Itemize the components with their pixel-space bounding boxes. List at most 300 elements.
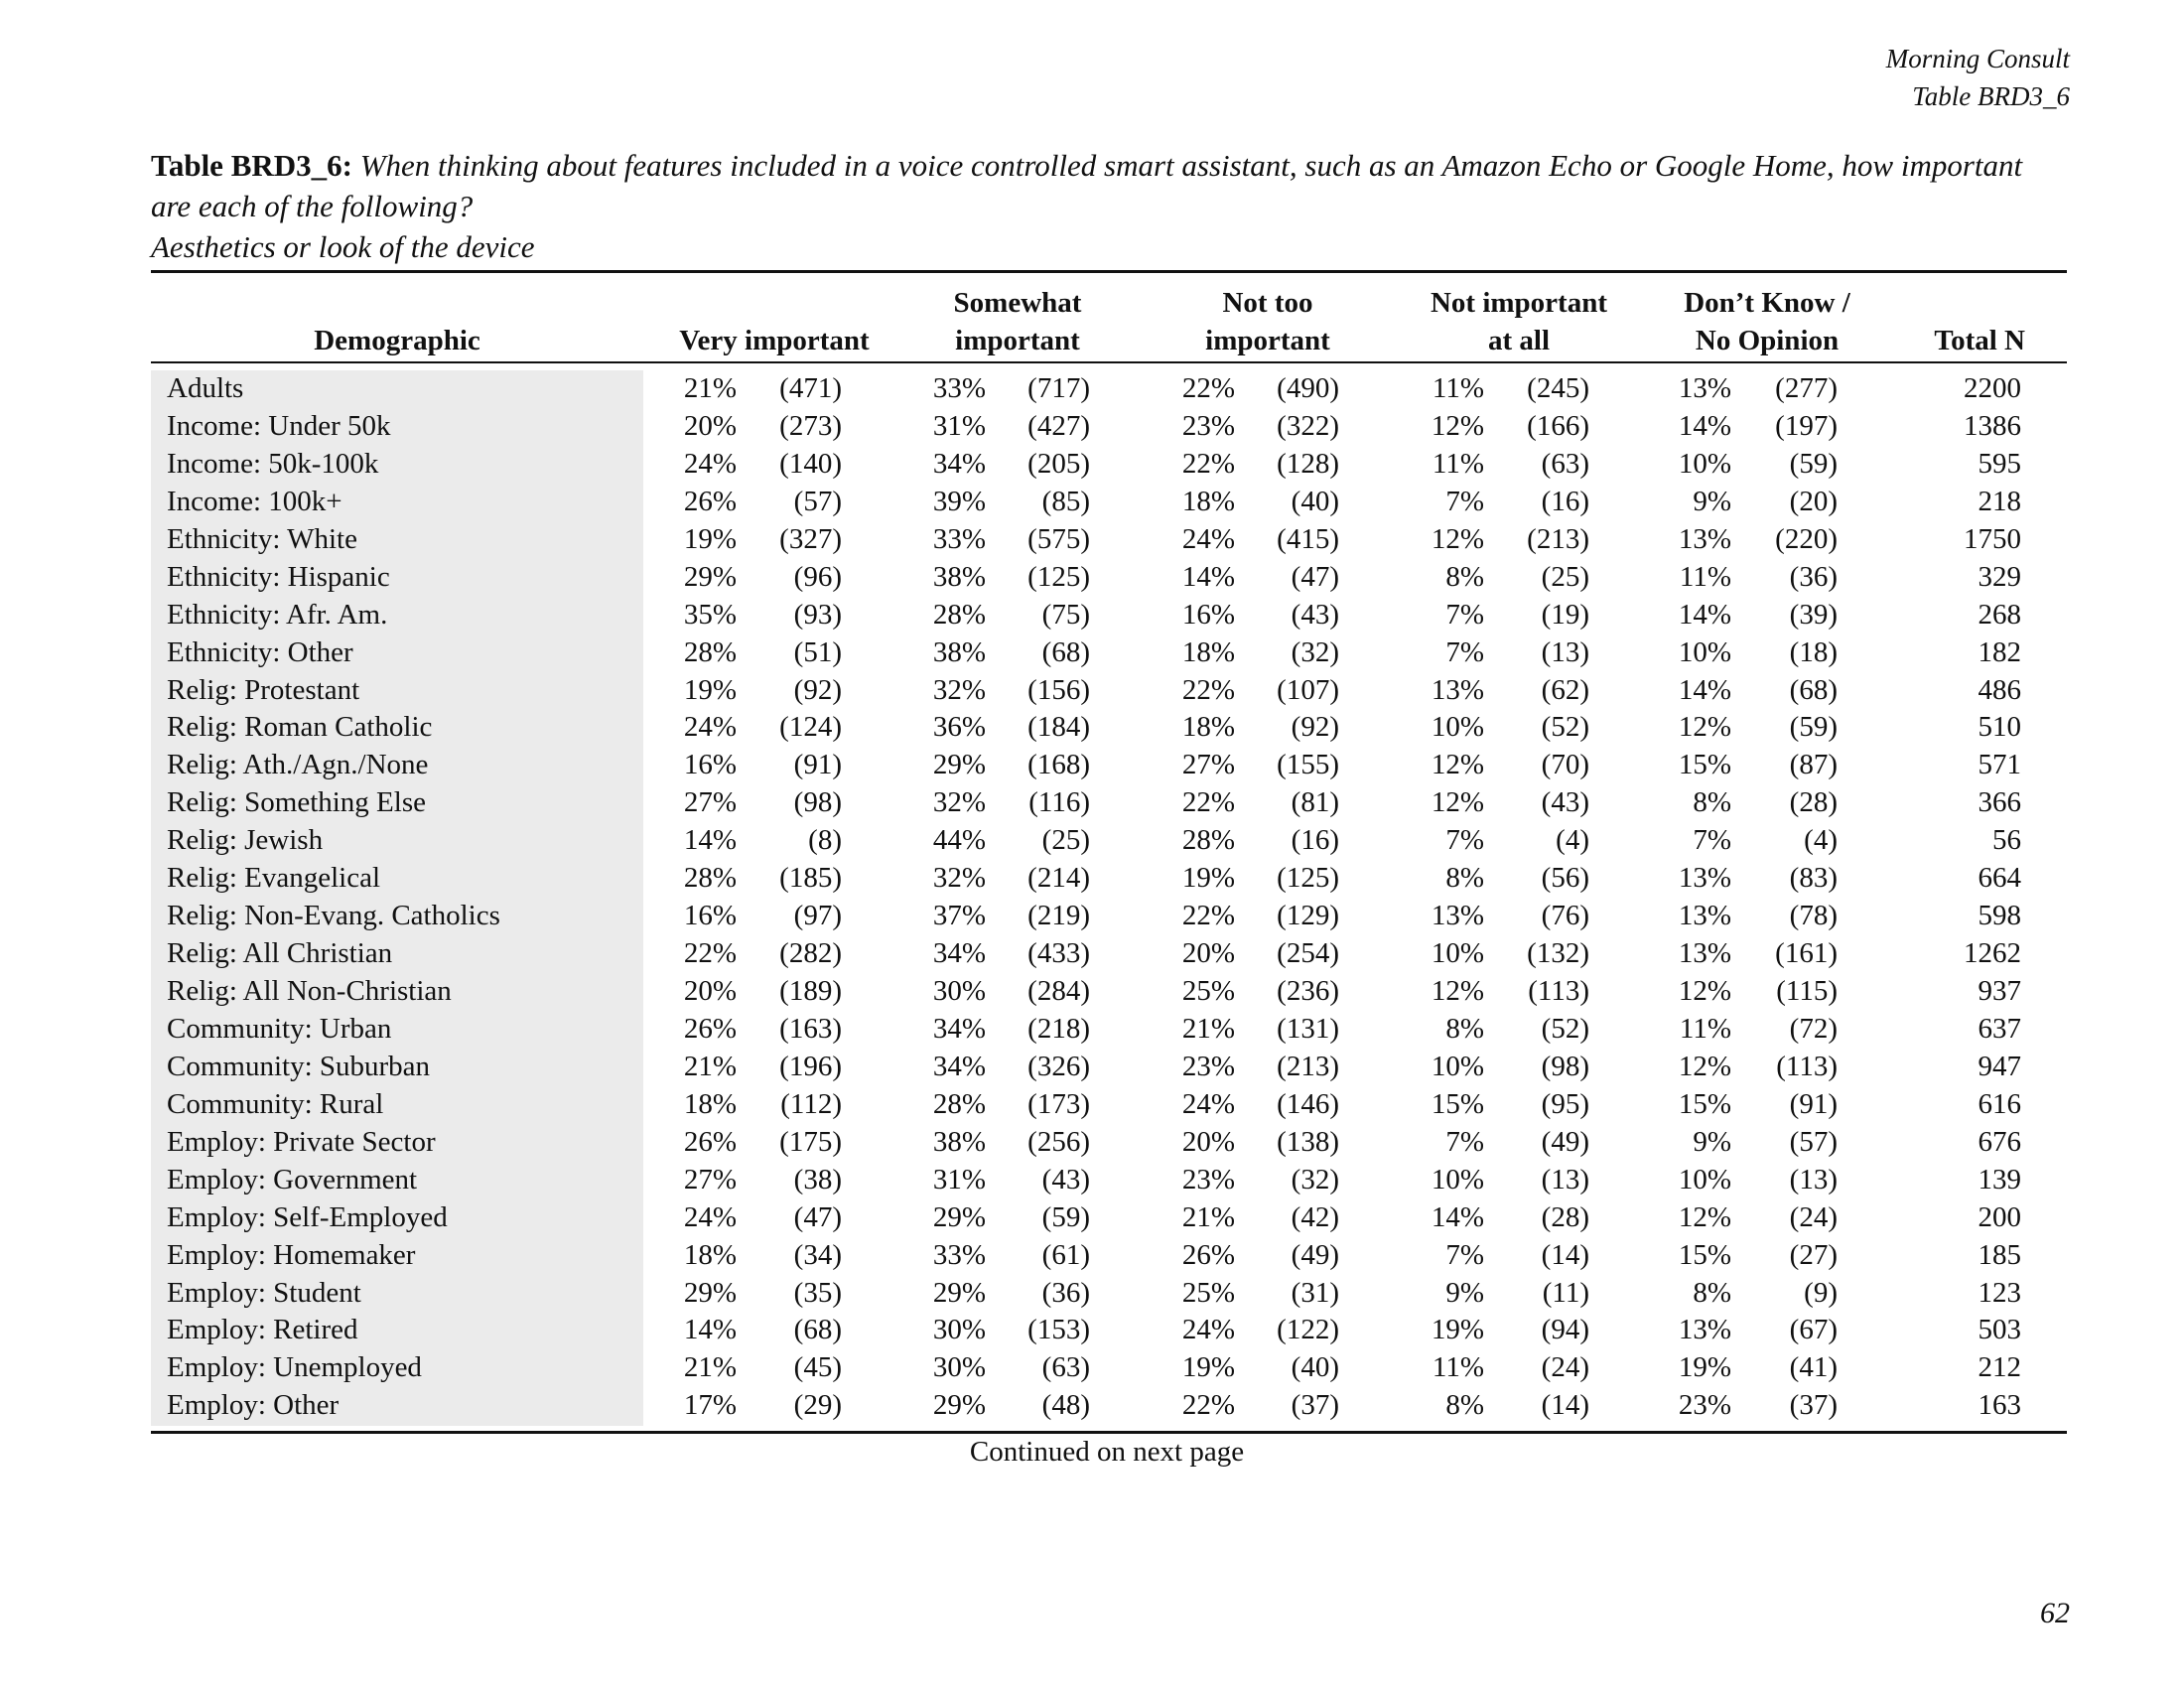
table-label: Table BRD3_6:: [151, 148, 352, 183]
somewhat-important-percent: 32%: [932, 673, 986, 706]
not-important-at-all-percent: 10%: [1431, 1163, 1484, 1196]
not-too-important-count: (146): [1277, 1087, 1339, 1120]
dont-know-count: (91): [1789, 1087, 1838, 1120]
not-too-important-percent: 28%: [1181, 824, 1235, 857]
not-important-at-all-percent: 12%: [1431, 409, 1484, 442]
not-too-important-percent: 25%: [1181, 975, 1235, 1007]
very-important-percent: 24%: [683, 711, 737, 744]
demographic-label: Ethnicity: Other: [167, 635, 353, 668]
total-n: 1386: [1964, 409, 2021, 442]
not-important-at-all-count: (213): [1527, 522, 1589, 555]
very-important-percent: 24%: [683, 447, 737, 480]
total-n: 676: [1978, 1125, 2021, 1158]
not-important-at-all-percent: 8%: [1445, 1389, 1484, 1422]
demographic-label: Income: 50k-100k: [167, 447, 379, 480]
not-important-at-all-count: (28): [1541, 1200, 1589, 1233]
very-important-percent: 19%: [683, 673, 737, 706]
somewhat-important-count: (256): [1027, 1125, 1090, 1158]
demographic-label: Employ: Government: [167, 1163, 418, 1196]
dont-know-percent: 13%: [1678, 862, 1731, 895]
table-row: [0, 747, 2184, 784]
demographic-label: Relig: Ath./Agn./None: [167, 749, 429, 781]
dont-know-percent: 14%: [1678, 598, 1731, 631]
very-important-count: (471): [779, 372, 842, 404]
very-important-percent: 26%: [683, 485, 737, 517]
demographic-label: Community: Suburban: [167, 1050, 431, 1082]
total-n: 366: [1978, 786, 2021, 819]
very-important-count: (92): [793, 673, 842, 706]
total-n: 616: [1978, 1087, 2021, 1120]
somewhat-important-percent: 33%: [932, 522, 986, 555]
not-important-at-all-percent: 8%: [1445, 1012, 1484, 1045]
total-n: 571: [1978, 749, 2021, 781]
somewhat-important-count: (43): [1041, 1163, 1090, 1196]
very-important-count: (196): [779, 1050, 842, 1082]
table-row: [0, 1049, 2184, 1086]
not-too-important-percent: 24%: [1181, 1314, 1235, 1346]
not-important-at-all-percent: 9%: [1445, 1276, 1484, 1309]
dont-know-percent: 9%: [1693, 1125, 1731, 1158]
not-important-at-all-count: (166): [1527, 409, 1589, 442]
very-important-percent: 26%: [683, 1012, 737, 1045]
not-too-important-count: (155): [1277, 749, 1339, 781]
somewhat-important-percent: 33%: [932, 1238, 986, 1271]
not-too-important-count: (254): [1277, 937, 1339, 970]
not-important-at-all-percent: 12%: [1431, 749, 1484, 781]
demographic-label: Employ: Student: [167, 1276, 361, 1309]
very-important-percent: 21%: [683, 1351, 737, 1384]
somewhat-important-percent: 34%: [932, 1050, 986, 1082]
dont-know-percent: 13%: [1678, 900, 1731, 932]
dont-know-percent: 10%: [1678, 1163, 1731, 1196]
not-important-at-all-count: (245): [1527, 372, 1589, 404]
very-important-count: (273): [779, 409, 842, 442]
very-important-count: (98): [793, 786, 842, 819]
somewhat-important-percent: 39%: [932, 485, 986, 517]
table-row: [0, 784, 2184, 822]
somewhat-important-percent: 37%: [932, 900, 986, 932]
dont-know-count: (220): [1775, 522, 1838, 555]
table-row: [0, 860, 2184, 898]
dont-know-count: (41): [1789, 1351, 1838, 1384]
dont-know-count: (9): [1804, 1276, 1838, 1309]
dont-know-count: (83): [1789, 862, 1838, 895]
not-too-important-count: (81): [1291, 786, 1339, 819]
not-important-at-all-count: (19): [1541, 598, 1589, 631]
very-important-percent: 16%: [683, 900, 737, 932]
somewhat-important-percent: 31%: [932, 1163, 986, 1196]
demographic-label: Relig: Evangelical: [167, 862, 381, 895]
total-n: 212: [1978, 1351, 2021, 1384]
very-important-count: (68): [793, 1314, 842, 1346]
not-important-at-all-percent: 15%: [1431, 1087, 1484, 1120]
total-n: 329: [1978, 560, 2021, 593]
not-important-at-all-percent: 7%: [1445, 485, 1484, 517]
not-important-at-all-count: (13): [1541, 1163, 1589, 1196]
total-n: 218: [1978, 485, 2021, 517]
table-top-rule: [151, 270, 2067, 273]
somewhat-important-percent: 29%: [932, 1389, 986, 1422]
total-n: 268: [1978, 598, 2021, 631]
total-n: 2200: [1964, 372, 2021, 404]
table-row: [0, 1349, 2184, 1387]
total-n: 56: [1992, 824, 2021, 857]
not-important-at-all-percent: 11%: [1432, 447, 1484, 480]
very-important-count: (96): [793, 560, 842, 593]
dont-know-count: (161): [1775, 937, 1838, 970]
table-row: [0, 709, 2184, 747]
dont-know-percent: 11%: [1679, 560, 1731, 593]
somewhat-important-percent: 29%: [932, 1200, 986, 1233]
table-question: When thinking about features included in a voice controlled smart assistant, such as an Amazon Echo or Google Home, how important are each of the following?: [151, 148, 2023, 223]
dont-know-count: (20): [1789, 485, 1838, 517]
somewhat-important-count: (214): [1027, 862, 1090, 895]
not-too-important-percent: 21%: [1181, 1200, 1235, 1233]
table-row: [0, 1199, 2184, 1237]
not-important-at-all-percent: 8%: [1445, 560, 1484, 593]
very-important-count: (38): [793, 1163, 842, 1196]
demographic-label: Employ: Retired: [167, 1314, 358, 1346]
somewhat-important-count: (61): [1041, 1238, 1090, 1271]
not-important-at-all-count: (63): [1541, 447, 1589, 480]
not-too-important-percent: 22%: [1181, 786, 1235, 819]
not-too-important-count: (40): [1291, 485, 1339, 517]
table-row: [0, 1312, 2184, 1349]
demographic-label: Relig: Roman Catholic: [167, 711, 433, 744]
very-important-percent: 20%: [683, 975, 737, 1007]
column-header-dont-know: Don’t Know / No Opinion: [1684, 287, 1850, 356]
not-too-important-percent: 19%: [1181, 1351, 1235, 1384]
dont-know-percent: 10%: [1678, 635, 1731, 668]
somewhat-important-percent: 32%: [932, 862, 986, 895]
not-too-important-percent: 18%: [1181, 635, 1235, 668]
not-important-at-all-percent: 10%: [1431, 711, 1484, 744]
somewhat-important-count: (717): [1027, 372, 1090, 404]
table-title: [151, 145, 2067, 267]
demographic-label: Relig: All Christian: [167, 937, 393, 970]
not-too-important-count: (490): [1277, 372, 1339, 404]
demographic-label: Relig: Something Else: [167, 786, 426, 819]
table-row: [0, 370, 2184, 408]
somewhat-important-count: (153): [1027, 1314, 1090, 1346]
somewhat-important-percent: 38%: [932, 560, 986, 593]
column-header-not-important-at-all: Not important at all: [1430, 287, 1607, 356]
very-important-percent: 29%: [683, 560, 737, 593]
not-too-important-percent: 22%: [1181, 447, 1235, 480]
dont-know-percent: 14%: [1678, 673, 1731, 706]
somewhat-important-percent: 32%: [932, 786, 986, 819]
total-n: 185: [1978, 1238, 2021, 1271]
not-too-important-count: (31): [1291, 1276, 1339, 1309]
demographic-label: Ethnicity: Hispanic: [167, 560, 390, 593]
demographic-label: Income: Under 50k: [167, 409, 391, 442]
dont-know-count: (197): [1775, 409, 1838, 442]
very-important-count: (163): [779, 1012, 842, 1045]
total-n: 664: [1978, 862, 2021, 895]
not-too-important-percent: 20%: [1181, 1125, 1235, 1158]
not-important-at-all-percent: 7%: [1445, 1125, 1484, 1158]
demographic-label: Income: 100k+: [167, 485, 342, 517]
not-important-at-all-count: (4): [1556, 824, 1589, 857]
somewhat-important-percent: 34%: [932, 937, 986, 970]
dont-know-percent: 13%: [1678, 1314, 1731, 1346]
not-too-important-count: (40): [1291, 1351, 1339, 1384]
table-row: [0, 597, 2184, 634]
column-header-not-too-important: Not too important: [1205, 287, 1330, 356]
not-too-important-count: (42): [1291, 1200, 1339, 1233]
total-n: 598: [1978, 900, 2021, 932]
not-important-at-all-count: (14): [1541, 1389, 1589, 1422]
dont-know-percent: 14%: [1678, 409, 1731, 442]
dont-know-count: (39): [1789, 598, 1838, 631]
somewhat-important-count: (219): [1027, 900, 1090, 932]
somewhat-important-percent: 29%: [932, 1276, 986, 1309]
not-important-at-all-percent: 11%: [1432, 372, 1484, 404]
not-too-important-percent: 24%: [1181, 1087, 1235, 1120]
not-too-important-count: (16): [1291, 824, 1339, 857]
demographic-label: Employ: Homemaker: [167, 1238, 416, 1271]
somewhat-important-percent: 28%: [932, 598, 986, 631]
table-body: [0, 370, 2184, 1425]
dont-know-count: (115): [1776, 975, 1838, 1007]
dont-know-percent: 7%: [1693, 824, 1731, 857]
very-important-count: (189): [779, 975, 842, 1007]
publisher-name: Morning Consult: [1885, 44, 2070, 73]
not-important-at-all-count: (94): [1541, 1314, 1589, 1346]
very-important-percent: 19%: [683, 522, 737, 555]
demographic-label: Community: Urban: [167, 1012, 392, 1045]
very-important-percent: 35%: [683, 598, 737, 631]
somewhat-important-count: (205): [1027, 447, 1090, 480]
very-important-count: (112): [780, 1087, 842, 1120]
very-important-percent: 26%: [683, 1125, 737, 1158]
not-too-important-count: (129): [1277, 900, 1339, 932]
table-row: [0, 1275, 2184, 1313]
not-important-at-all-percent: 14%: [1431, 1200, 1484, 1233]
somewhat-important-count: (48): [1041, 1389, 1090, 1422]
dont-know-count: (4): [1804, 824, 1838, 857]
table-row: [0, 1086, 2184, 1124]
demographic-label: Employ: Self-Employed: [167, 1200, 448, 1233]
somewhat-important-percent: 30%: [932, 1351, 986, 1384]
somewhat-important-count: (184): [1027, 711, 1090, 744]
dont-know-count: (37): [1789, 1389, 1838, 1422]
total-n: 123: [1978, 1276, 2021, 1309]
not-too-important-percent: 21%: [1181, 1012, 1235, 1045]
not-too-important-count: (128): [1277, 447, 1339, 480]
very-important-percent: 24%: [683, 1200, 737, 1233]
somewhat-important-count: (68): [1041, 635, 1090, 668]
column-header-somewhat-important: Somewhat important: [953, 287, 1082, 356]
not-important-at-all-count: (76): [1541, 900, 1589, 932]
table-row: [0, 446, 2184, 484]
demographic-label: Community: Rural: [167, 1087, 384, 1120]
very-important-count: (124): [779, 711, 842, 744]
very-important-percent: 27%: [683, 786, 737, 819]
not-important-at-all-percent: 12%: [1431, 786, 1484, 819]
not-important-at-all-count: (13): [1541, 635, 1589, 668]
not-too-important-count: (138): [1277, 1125, 1339, 1158]
demographic-label: Employ: Unemployed: [167, 1351, 422, 1384]
not-too-important-percent: 24%: [1181, 522, 1235, 555]
not-too-important-count: (322): [1277, 409, 1339, 442]
not-important-at-all-count: (56): [1541, 862, 1589, 895]
not-too-important-count: (32): [1291, 635, 1339, 668]
somewhat-important-count: (218): [1027, 1012, 1090, 1045]
total-n: 947: [1978, 1050, 2021, 1082]
demographic-label: Relig: Protestant: [167, 673, 360, 706]
table-row: [0, 935, 2184, 973]
dont-know-percent: 8%: [1693, 1276, 1731, 1309]
very-important-count: (140): [779, 447, 842, 480]
not-important-at-all-count: (98): [1541, 1050, 1589, 1082]
very-important-percent: 18%: [683, 1087, 737, 1120]
not-important-at-all-count: (70): [1541, 749, 1589, 781]
dont-know-percent: 15%: [1678, 1087, 1731, 1120]
not-too-important-percent: 23%: [1181, 1163, 1235, 1196]
dont-know-count: (59): [1789, 447, 1838, 480]
not-important-at-all-percent: 7%: [1445, 824, 1484, 857]
dont-know-count: (68): [1789, 673, 1838, 706]
dont-know-percent: 15%: [1678, 1238, 1731, 1271]
not-important-at-all-count: (14): [1541, 1238, 1589, 1271]
table-row: [0, 1237, 2184, 1275]
dont-know-percent: 9%: [1693, 485, 1731, 517]
not-too-important-percent: 26%: [1181, 1238, 1235, 1271]
table-row: [0, 672, 2184, 710]
not-important-at-all-count: (52): [1541, 1012, 1589, 1045]
not-too-important-count: (47): [1291, 560, 1339, 593]
not-too-important-percent: 22%: [1181, 900, 1235, 932]
dont-know-count: (27): [1789, 1238, 1838, 1271]
dont-know-count: (24): [1789, 1200, 1838, 1233]
total-n: 486: [1978, 673, 2021, 706]
dont-know-count: (36): [1789, 560, 1838, 593]
somewhat-important-count: (116): [1028, 786, 1090, 819]
very-important-count: (97): [793, 900, 842, 932]
not-important-at-all-count: (62): [1541, 673, 1589, 706]
somewhat-important-count: (284): [1027, 975, 1090, 1007]
somewhat-important-percent: 31%: [932, 409, 986, 442]
somewhat-important-count: (125): [1027, 560, 1090, 593]
not-too-important-percent: 22%: [1181, 372, 1235, 404]
demographic-label: Relig: Jewish: [167, 824, 324, 857]
table-row: [0, 634, 2184, 672]
demographic-label: Employ: Private Sector: [167, 1125, 436, 1158]
dont-know-count: (277): [1775, 372, 1838, 404]
very-important-percent: 14%: [683, 824, 737, 857]
very-important-percent: 18%: [683, 1238, 737, 1271]
very-important-count: (34): [793, 1238, 842, 1271]
somewhat-important-count: (427): [1027, 409, 1090, 442]
table-row: [0, 898, 2184, 935]
table-row: [0, 973, 2184, 1011]
not-important-at-all-percent: 7%: [1445, 1238, 1484, 1271]
very-important-percent: 20%: [683, 409, 737, 442]
column-header-demographic: Demographic: [314, 325, 480, 356]
not-too-important-count: (131): [1277, 1012, 1339, 1045]
not-important-at-all-percent: 12%: [1431, 975, 1484, 1007]
not-too-important-count: (415): [1277, 522, 1339, 555]
total-n: 1262: [1964, 937, 2021, 970]
table-row: [0, 408, 2184, 446]
not-important-at-all-count: (132): [1527, 937, 1589, 970]
dont-know-count: (59): [1789, 711, 1838, 744]
somewhat-important-percent: 34%: [932, 1012, 986, 1045]
somewhat-important-count: (575): [1027, 522, 1090, 555]
not-too-important-percent: 16%: [1181, 598, 1235, 631]
not-too-important-percent: 18%: [1181, 485, 1235, 517]
demographic-label: Relig: All Non-Christian: [167, 975, 452, 1007]
not-too-important-count: (37): [1291, 1389, 1339, 1422]
dont-know-percent: 12%: [1678, 975, 1731, 1007]
somewhat-important-count: (63): [1041, 1351, 1090, 1384]
not-too-important-percent: 18%: [1181, 711, 1235, 744]
not-too-important-count: (213): [1277, 1050, 1339, 1082]
somewhat-important-percent: 33%: [932, 372, 986, 404]
somewhat-important-count: (326): [1027, 1050, 1090, 1082]
dont-know-count: (78): [1789, 900, 1838, 932]
table-subtitle: Aesthetics or look of the device: [151, 229, 535, 264]
not-too-important-count: (122): [1277, 1314, 1339, 1346]
very-important-count: (51): [793, 635, 842, 668]
running-header: [1886, 40, 2070, 115]
dont-know-percent: 23%: [1678, 1389, 1731, 1422]
dont-know-percent: 10%: [1678, 447, 1731, 480]
somewhat-important-count: (25): [1041, 824, 1090, 857]
dont-know-count: (67): [1789, 1314, 1838, 1346]
total-n: 503: [1978, 1314, 2021, 1346]
not-important-at-all-percent: 12%: [1431, 522, 1484, 555]
demographic-label: Ethnicity: Afr. Am.: [167, 598, 388, 631]
very-important-count: (29): [793, 1389, 842, 1422]
not-too-important-percent: 22%: [1181, 673, 1235, 706]
not-too-important-count: (92): [1291, 711, 1339, 744]
somewhat-important-percent: 38%: [932, 1125, 986, 1158]
dont-know-count: (113): [1776, 1050, 1838, 1082]
somewhat-important-count: (85): [1041, 485, 1090, 517]
column-header-total-n: Total N: [1934, 325, 2025, 356]
total-n: 595: [1978, 447, 2021, 480]
somewhat-important-count: (173): [1027, 1087, 1090, 1120]
total-n: 937: [1978, 975, 2021, 1007]
dont-know-count: (18): [1789, 635, 1838, 668]
table-row: [0, 1124, 2184, 1162]
not-too-important-count: (32): [1291, 1163, 1339, 1196]
not-too-important-count: (49): [1291, 1238, 1339, 1271]
somewhat-important-percent: 29%: [932, 749, 986, 781]
not-important-at-all-count: (52): [1541, 711, 1589, 744]
not-important-at-all-count: (113): [1528, 975, 1589, 1007]
demographic-label: Employ: Other: [167, 1389, 340, 1422]
dont-know-count: (28): [1789, 786, 1838, 819]
not-too-important-count: (236): [1277, 975, 1339, 1007]
very-important-percent: 14%: [683, 1314, 737, 1346]
very-important-percent: 21%: [683, 1050, 737, 1082]
not-important-at-all-count: (95): [1541, 1087, 1589, 1120]
not-important-at-all-percent: 7%: [1445, 635, 1484, 668]
not-too-important-percent: 25%: [1181, 1276, 1235, 1309]
not-important-at-all-percent: 7%: [1445, 598, 1484, 631]
table-row: [0, 484, 2184, 521]
not-too-important-count: (107): [1277, 673, 1339, 706]
very-important-percent: 21%: [683, 372, 737, 404]
dont-know-count: (87): [1789, 749, 1838, 781]
not-important-at-all-percent: 11%: [1432, 1351, 1484, 1384]
not-important-at-all-count: (49): [1541, 1125, 1589, 1158]
very-important-count: (282): [779, 937, 842, 970]
not-important-at-all-percent: 8%: [1445, 862, 1484, 895]
